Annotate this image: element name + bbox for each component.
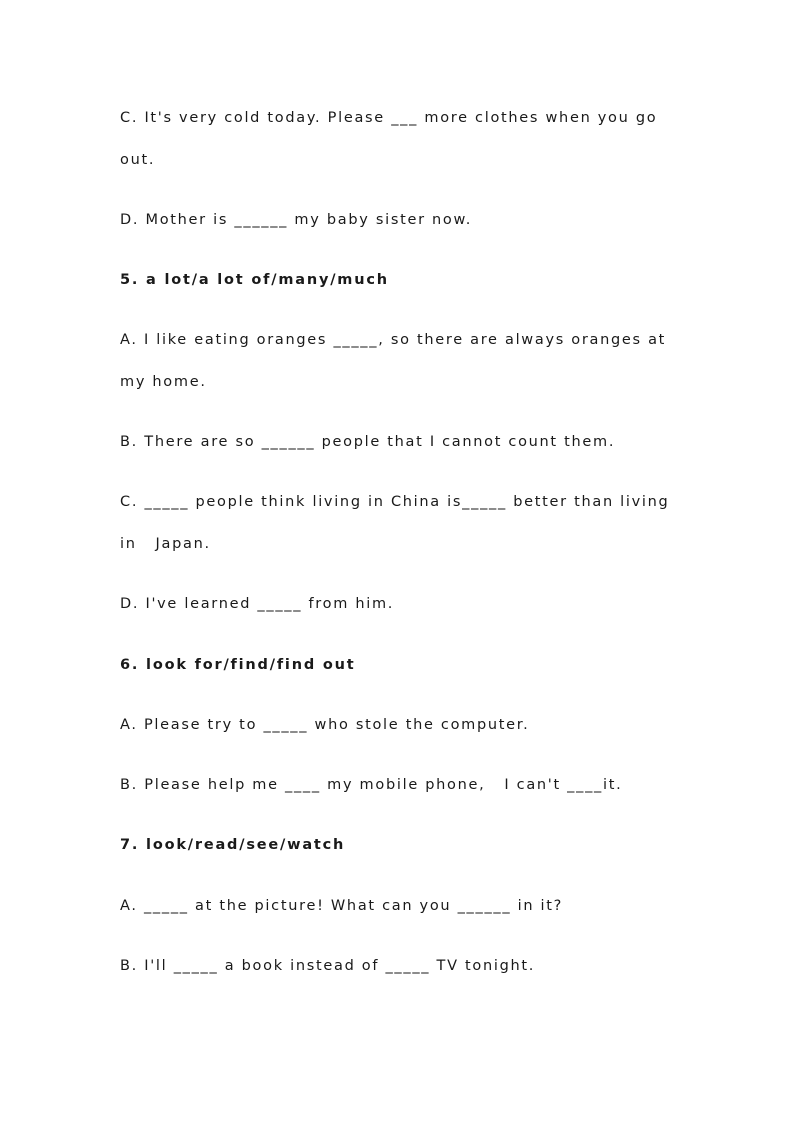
question-7b: B. I'll _____ a book instead of _____ TV tonight. — [120, 958, 536, 974]
question-7a: A. _____ at the picture! What can you ______ in it? — [120, 898, 564, 914]
question-5c-line-1: C. _____ people think living in China is_____ better than living — [120, 494, 670, 510]
section-7-heading: 7. look/read/see/watch — [120, 837, 346, 853]
section-6-heading: 6. look for/find/find out — [120, 657, 356, 673]
question-4c-line-2: out. — [120, 152, 156, 168]
question-5d: D. I've learned _____ from him. — [120, 596, 395, 612]
question-5b: B. There are so ______ people that I cannot count them. — [120, 434, 616, 450]
question-6a: A. Please try to _____ who stole the computer. — [120, 717, 530, 733]
question-5c-line-2: in Japan. — [120, 536, 211, 552]
question-6b: B. Please help me ____ my mobile phone, I can't ____it. — [120, 777, 623, 793]
question-4c-line-1: C. It's very cold today. Please ___ more clothes when you go — [120, 110, 658, 126]
question-5a-line-1: A. I like eating oranges _____, so there are always oranges at — [120, 332, 667, 348]
section-5-heading: 5. a lot/a lot of/many/much — [120, 272, 389, 288]
question-4d: D. Mother is ______ my baby sister now. — [120, 212, 473, 228]
question-5a-line-2: my home. — [120, 374, 207, 390]
